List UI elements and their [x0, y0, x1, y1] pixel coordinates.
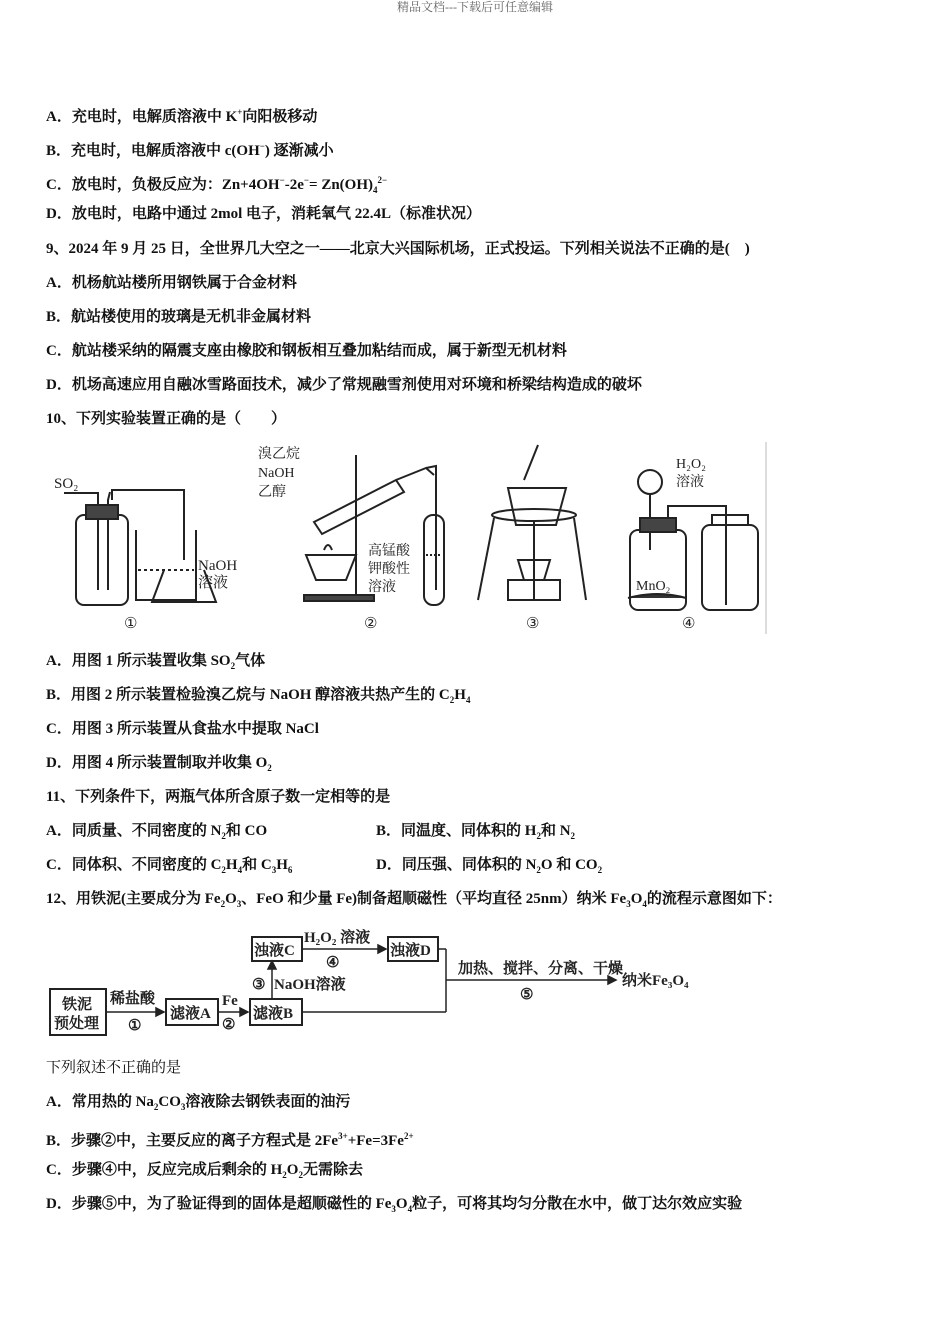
- page-header: 精品文档---下载后可任意编辑: [397, 0, 553, 14]
- q11-option-d: D．同压强、同体积的 $N_2O$ 和 $CO_2$: [376, 857, 603, 875]
- svg-text:③: ③: [252, 977, 266, 993]
- q11-option-c: C．同体积、不同密度的 $C_2H_4$和 $C_3H_6$: [46, 857, 293, 875]
- apparatus-2: [258, 446, 444, 632]
- svg-text:高锰酸: 高锰酸: [368, 544, 410, 559]
- svg-text:溶液: 溶液: [368, 580, 396, 595]
- svg-text:④: ④: [326, 955, 340, 971]
- q9-stem: 9、2024 年 9 月 25 日，全世界几大空之一——北京大兴国际机场，正式投运。下列相关说法不正确的是( ): [46, 241, 750, 257]
- apparatus-4: [628, 457, 758, 632]
- svg-text:②: ②: [364, 616, 378, 632]
- svg-text:①: ①: [128, 1018, 142, 1034]
- q9-option-c: C．航站楼采纳的隔震支座由橡胶和钢板相互叠加粘结而成，属于新型无机材料: [46, 343, 567, 359]
- svg-text:乙醇: 乙醇: [258, 485, 286, 500]
- q11-option-b: B．同温度、同体积的 $H_2$和 $N_2$: [376, 823, 576, 841]
- q10-option-a: A．用图 1 所示装置收集 $SO_2$气体: [46, 653, 266, 671]
- svg-text:②: ②: [222, 1017, 236, 1033]
- svg-text:浊液D: 浊液D: [390, 943, 431, 959]
- apparatus-1: [54, 476, 237, 632]
- svg-text:溶液: 溶液: [676, 475, 704, 490]
- svg-text:加热、搅拌、分离、干燥: 加热、搅拌、分离、干燥: [458, 961, 624, 977]
- q10-option-b: B．用图 2 所示装置检验溴乙烷与 NaOH 醇溶液共热产生的 $C_2H_4$: [46, 687, 471, 705]
- svg-text:①: ①: [124, 616, 138, 632]
- svg-text:浊液C: 浊液C: [254, 943, 295, 959]
- svg-text:滤液A: 滤液A: [170, 1006, 211, 1022]
- q8-option-a: A．充电时，电解质溶液中 K+向阳极移动: [46, 107, 318, 125]
- svg-text:MnO₂: MnO₂: [636, 579, 671, 594]
- svg-text:H₂O₂ 溶液: H₂O₂ 溶液: [304, 930, 371, 946]
- svg-text:钾酸性: 钾酸性: [368, 562, 410, 577]
- svg-text:④: ④: [682, 616, 696, 632]
- apparatus-3: [478, 445, 586, 632]
- q12-lead: 下列叙述不正确的是: [46, 1060, 182, 1076]
- svg-text:铁泥: 铁泥: [62, 997, 93, 1013]
- svg-text:稀盐酸: 稀盐酸: [110, 991, 156, 1007]
- svg-text:SO₂: SO₂: [54, 476, 79, 492]
- svg-text:纳米Fe₃O₄: 纳米Fe₃O₄: [622, 973, 689, 989]
- q8-option-d: D．放电时，电路中通过 2mol 电子，消耗氧气 22.4L（标准状况）: [46, 206, 482, 222]
- svg-text:Fe: Fe: [222, 993, 238, 1009]
- q8-option-c: C．放电时，负极反应为：$Zn+4OH^--2e^-= Zn(OH)_4^{2-}$: [46, 175, 388, 195]
- svg-text:NaOH: NaOH: [198, 558, 238, 574]
- q10-stem: 10、下列实验装置正确的是（ ）: [46, 411, 287, 427]
- svg-text:溶液: 溶液: [198, 575, 229, 591]
- q12-stem: 12、用铁泥(主要成分为 $Fe_2O_3$、FeO 和少量 Fe)制备超顺磁性（平均直径 25nm）纳米 $Fe_3O_4$的流程示意图如下：: [46, 891, 782, 909]
- q11-stem: 11、下列条件下，两瓶气体所含原子数一定相等的是: [46, 789, 391, 805]
- q9-option-d: D．机场高速应用自融冰雪路面技术，减少了常规融雪剂使用对环境和桥梁结构造成的破坏: [46, 377, 642, 393]
- q12-option-b: B．步骤②中，主要反应的离子方程式是 $2Fe^{3+}+Fe=3Fe^{2+}$: [46, 1131, 414, 1149]
- svg-text:溴乙烷: 溴乙烷: [258, 447, 300, 462]
- q10-option-d: D．用图 4 所示装置制取并收集 $O_2$: [46, 755, 272, 773]
- q12-flow-diagram: [46, 925, 706, 1040]
- svg-text:H₂O₂: H₂O₂: [676, 457, 706, 472]
- q12-option-c: C．步骤④中，反应完成后剩余的 $H_2O_2$无需除去: [46, 1162, 363, 1180]
- svg-text:滤液B: 滤液B: [253, 1006, 294, 1022]
- svg-text:⑤: ⑤: [520, 987, 534, 1003]
- svg-text:预处理: 预处理: [54, 1016, 100, 1032]
- svg-text:③: ③: [526, 616, 540, 632]
- q10-option-c: C．用图 3 所示装置从食盐水中提取 NaCl: [46, 721, 319, 737]
- q12-option-d: D．步骤⑤中，为了验证得到的固体是超顺磁性的 $Fe_3O_4$粒子，可将其均匀分散在水中，做丁达尔效应实验: [46, 1196, 743, 1214]
- svg-text:NaOH溶液: NaOH溶液: [274, 977, 346, 993]
- q11-option-a: A．同质量、不同密度的 $N_2$和 CO: [46, 823, 268, 841]
- q12-option-a: A．常用热的 $Na_2CO_3$溶液除去钢铁表面的油污: [46, 1094, 351, 1112]
- q9-option-a: A．机杨航站楼所用钢铁属于合金材料: [46, 275, 297, 291]
- q10-apparatus-figure: [46, 440, 770, 636]
- q8-option-b: B．充电时，电解质溶液中 c(OH−) 逐渐减小: [46, 141, 334, 159]
- svg-text:NaOH: NaOH: [258, 466, 295, 481]
- q9-option-b: B．航站楼使用的玻璃是无机非金属材料: [46, 309, 312, 325]
